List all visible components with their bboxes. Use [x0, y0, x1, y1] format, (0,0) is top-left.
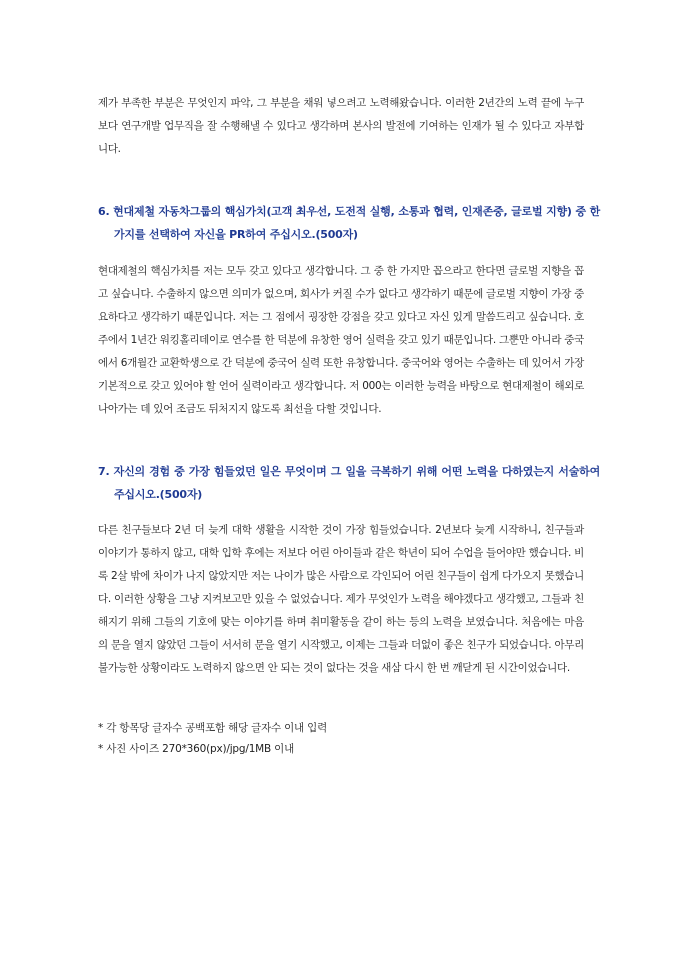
intro-paragraph: 제가 부족한 부분은 무엇인지 파악, 그 부분을 채워 넣으려고 노력해왔습니다. 이러한 2년간의 노력 끝에 누구보다 연구개발 업무직을 잘 수행해낼 수 있다고 생각하며 본사의 발전에 기여하는 인재가 될 수 있다고 자부합니다. — [98, 97, 584, 155]
answer-6-paragraph: 현대제철의 핵심가치를 저는 모두 갖고 있다고 생각합니다. 그 중 한 가지만 꼽으라고 한다면 글로벌 지향을 꼽고 싶습니다. 수출하지 않으면 의미가 없으며, 회사가 커질 수가 없다고 생각하기 때문에 글로벌 지향이 가장 중요하다고 생각하기 때문입니다. 저는 그 점에서 굉장한 강점을 갖고 있다고 자신 있게 말씀드리고 싶습니다. 호주에서 1년간 워킹홀리데이로 연수를 한 덕분에 유창한 영어 실력을 갖고 있기 때문입니다. 그뿐만 아니라 중국에서 6개월간 교환학생으로 간 덕분에 중국어 실력 또한 유창합니다. 중국어와 영어는 수출하는 데 있어서 가장 기본적으로 갖고 있어야 할 언어 실력이라고 생각합니다. 저 000는 이러한 능력을 바탕으로 현대제철이 해외로 나아가는 데 있어 조금도 뒤처지지 않도록 최선을 다할 것입니다. — [98, 265, 584, 415]
note-photo-size: * 사진 사이즈 270*360(px)/jpg/1MB 이내 — [98, 743, 295, 755]
answer-7-paragraph: 다른 친구들보다 2년 더 늦게 대학 생활을 시작한 것이 가장 힘들었습니다. 2년보다 늦게 시작하니, 친구들과 이야기가 통하지 않고, 대학 입학 후에는 저보다 어린 아이들과 같은 학년이 되어 수업을 들어야만 했습니다. 비록 2살 밖에 차이가 나지 않았지만 저는 나이가 많은 사람으로 각인되어 어린 친구들이 쉽게 다가오지 못했습니다. 이러한 상황을 그냥 지켜보고만 있을 수 없었습니다. 제가 무엇인가 노력을 해야겠다고 생각했고, 그들과 친해지기 위해 그들의 기호에 맞는 이야기를 하며 취미활동을 같이 하는 등의 노력을 보였습니다. 처음에는 마음의 문을 열지 않았던 그들이 서서히 문을 열기 시작했고, 이제는 그들과 더없이 좋은 친구가 되었습니다. 아무리 불가능한 상황이라도 노력하지 않으면 안 되는 것이 없다는 것을 새삼 다시 한 번 깨닫게 된 시간이었습니다. — [98, 524, 584, 674]
note-character-limit: * 각 항목당 글자수 공백포함 해당 글자수 이내 입력 — [98, 722, 328, 734]
question-6-heading: 6. 현대제철 자동차그룹의 핵심가치(고객 최우선, 도전적 실행, 소통과 협력, 인재존중, 글로벌 지향) 중 한가지를 선택하여 자신을 PR하여 주십시오.(500자) — [98, 205, 600, 241]
question-7-heading: 7. 자신의 경험 중 가장 힘들었던 일은 무엇이며 그 일을 극복하기 위해 어떤 노력을 다하였는지 서술하여 주십시오.(500자) — [98, 465, 600, 501]
